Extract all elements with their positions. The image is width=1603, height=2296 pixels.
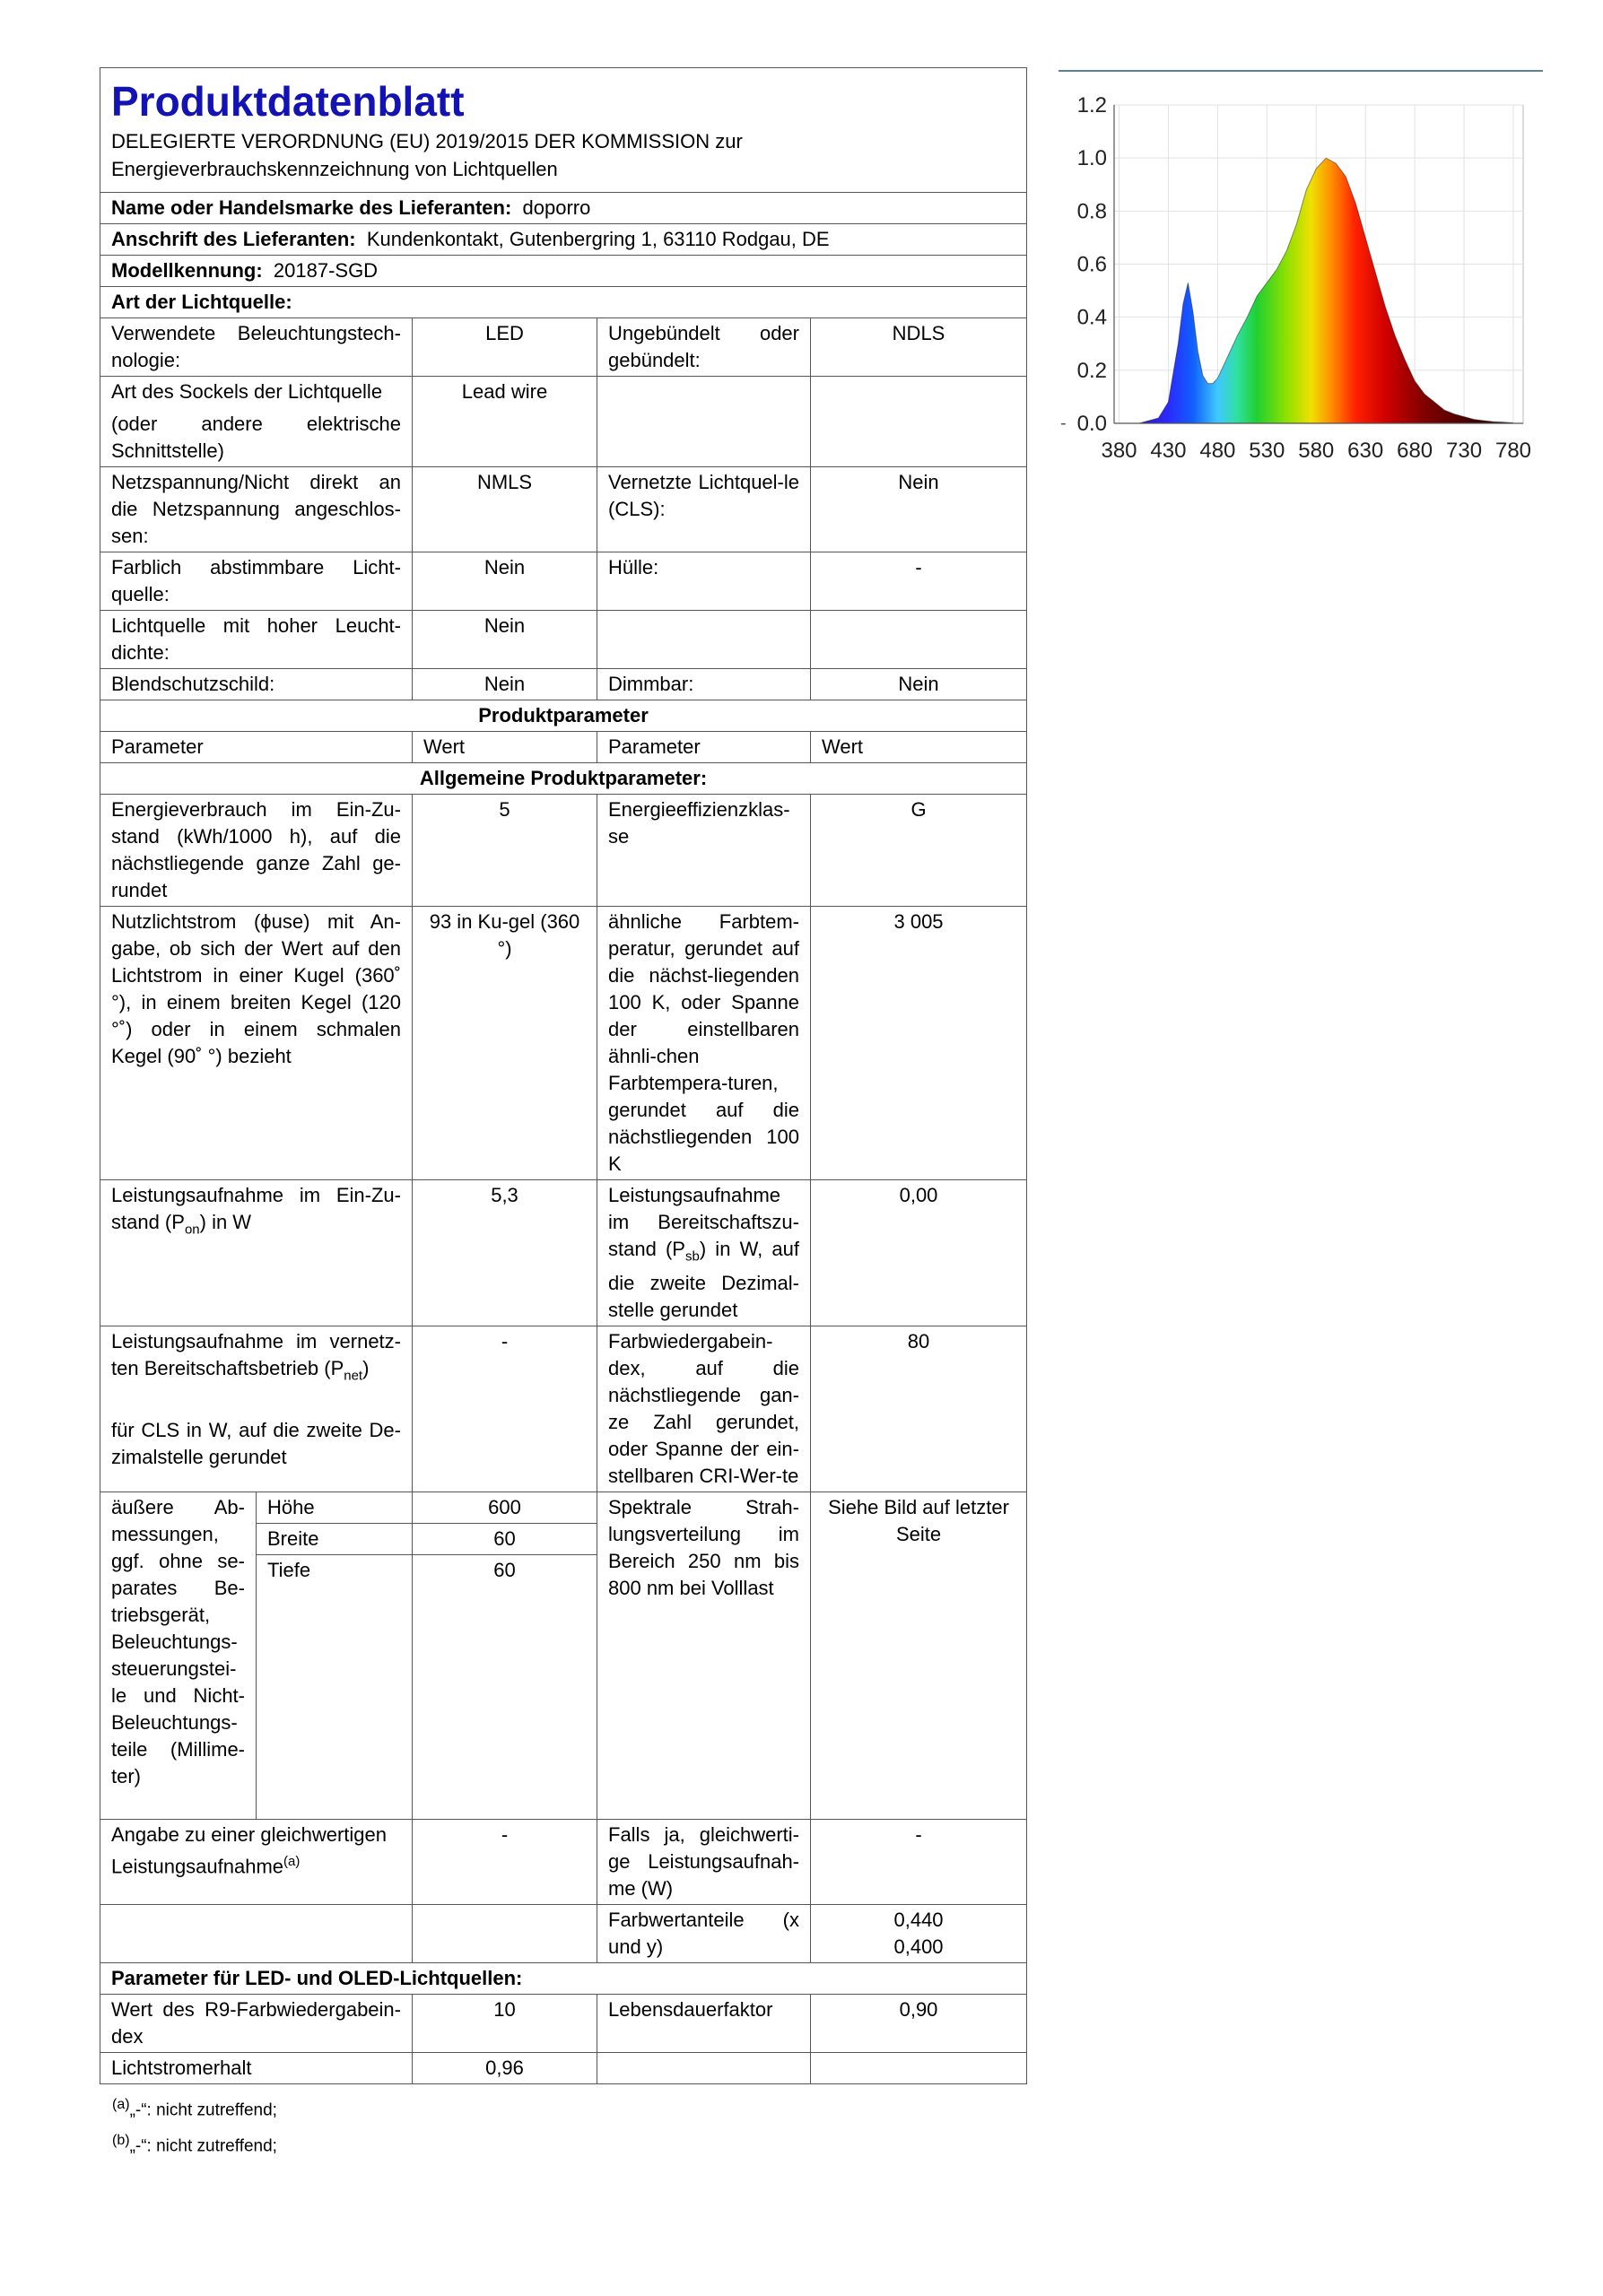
section-title-general: Allgemeine Produktparameter: (100, 763, 1027, 795)
y-tick-label: 0.8 (1076, 199, 1107, 224)
footnote-b: $^{(b)}$„-“: nicht zutreffend; (112, 2133, 277, 2156)
table-row: Breite 60 (100, 1524, 1027, 1555)
table-row: Nutzlichtstrom (ϕuse) mit An-gabe, ob sich der Wert auf den Lichtstrom in einer Kugel (360˚ °), in einem breiten Kegel (120 °˚) oder in einem schmalen Kegel (90˚ °) bezieht 93 in Ku-gel (360 °) ähnliche Farbtem-peratur, gerundet auf die nächst-liegenden 100 K, oder Spanne der einstellbaren ähnli-chen Farbtempera-turen, gerundet auf die nächstliegenden 100 K 3 005 (100, 907, 1027, 1180)
column-header-row: Parameter Wert Parameter Wert (100, 732, 1027, 763)
y-axis-dash: - (1060, 413, 1067, 433)
x-tick-label: 430 (1150, 439, 1187, 463)
y-tick-label: 0.0 (1076, 412, 1107, 436)
x-tick-label: 480 (1199, 439, 1236, 463)
x-tick-label: 380 (1101, 439, 1137, 463)
table-row: Tiefe 60 (100, 1555, 1027, 1587)
section-title-product-parameters: Produktparameter (100, 700, 1027, 732)
table-row: Energieverbrauch im Ein-Zu-stand (kWh/1000 h), auf die nächstliegende ganze Zahl ge-rundet 5 Energieeffizienzklas-se G (100, 795, 1027, 907)
y-tick-label: 0.6 (1076, 252, 1107, 277)
table-row: Netzspannung/Nicht direkt an die Netzspannung angeschlos-sen: NMLS Vernetzte Lichtquel-le (CLS): Nein (100, 467, 1027, 552)
x-tick-label: 580 (1298, 439, 1335, 463)
footnotes (100, 2090, 1026, 2162)
table-row: äußere Ab-messungen, ggf. ohne se-parates Be-triebsgerät, Beleuchtungs-steuerungstei-le und Nicht-Beleuchtungs-teile (Millime-ter) Höhe 600 Spektrale Strah-lungsverteilung im Bereich 250 nm bis 800 nm bei Volllast Siehe Bild auf letzter Seite (100, 1492, 1027, 1524)
table-row: Angabe zu einer gleichwertigen Leistungsaufnahme$^{(a)}$ - Falls ja, gleichwerti-ge Leistungsaufnah-me (W) - (100, 1819, 1027, 1904)
spectral-distribution-chart (1059, 67, 1561, 489)
y-tick-label: 1.2 (1076, 93, 1107, 117)
model-row: Modellkennung: 20187-SGD (100, 256, 1027, 287)
datasheet-table (100, 67, 1027, 2084)
regulation-subtitle: DELEGIERTE VERORDNUNG (EU) 2019/2015 DER KOMMISSION zur Energieverbrauchskennzeichnung von Lichtquellen (111, 130, 743, 180)
product-datasheet (100, 67, 1026, 2162)
address-value: Kundenkontakt, Gutenbergring 1, 63110 Rodgau, DE (366, 228, 830, 250)
table-row: Art des Sockels der Lichtquelle (oder andere elektrische Schnittstelle) Lead wire (100, 377, 1027, 467)
x-tick-label: 530 (1249, 439, 1285, 463)
y-tick-label: 0.2 (1076, 358, 1107, 383)
x-tick-label: 680 (1397, 439, 1433, 463)
supplier-row: Name oder Handelsmarke des Lieferanten: doporro (100, 193, 1027, 224)
x-tick-label: 630 (1347, 439, 1384, 463)
model-value: 20187-SGD (273, 259, 379, 282)
page-title: Produktdatenblatt (111, 78, 465, 125)
table-row: Wert des R9-Farbwiedergabein-dex 10 Lebensdauerfaktor 0,90 (100, 1994, 1027, 2052)
table-row: Lichtstromerhalt 0,96 (100, 2052, 1027, 2083)
table-row: Verwendete Beleuchtungstech-nologie: LED Ungebündelt oder gebündelt: NDLS (100, 318, 1027, 377)
footnote-a: $^{(a)}$„-“: nicht zutreffend; (112, 2096, 277, 2120)
header-cell (100, 68, 1027, 193)
y-tick-label: 0.4 (1076, 305, 1107, 330)
table-row: Farblich abstimmbare Licht-quelle: Nein Hülle: - (100, 552, 1027, 611)
supplier-value: doporro (522, 196, 591, 219)
table-row: Blendschutzschild: Nein Dimmbar: Nein (100, 669, 1027, 700)
table-row: Leistungsaufnahme im vernetz-ten Bereitschaftsbetrieb $(P_{net})$ für CLS in W, auf die zweite De-zimalstelle gerundet - Farbwiedergabein-dex, auf die nächstliegende gan-ze Zahl gerundet, oder Spanne der ein-stellbaren CRI-Wer-te 80 (100, 1326, 1027, 1492)
y-tick-label: 1.0 (1076, 146, 1107, 171)
x-tick-label: 780 (1494, 439, 1532, 463)
x-tick-label: 730 (1446, 439, 1483, 463)
table-row: Leistungsaufnahme im Ein-Zu-stand $(P_{on})$ in W 5,3 Leistungsaufnahme im Bereitschaftszu-stand $(P_{sb})$ in W, auf die zweite Dezimal-stelle gerundet 0,00 (100, 1180, 1027, 1326)
table-row: Lichtquelle mit hoher Leucht-dichte: Nein (100, 611, 1027, 669)
table-row: Farbwertanteile (x und y) 0,440 0,400 (100, 1904, 1027, 1962)
section-title-led: Parameter für LED- und OLED-Lichtquellen: (100, 1962, 1027, 1994)
address-row: Anschrift des Lieferanten: Kundenkontakt, Gutenbergring 1, 63110 Rodgau, DE (100, 224, 1027, 256)
lightsource-type-heading: Art der Lichtquelle: (100, 287, 1027, 318)
